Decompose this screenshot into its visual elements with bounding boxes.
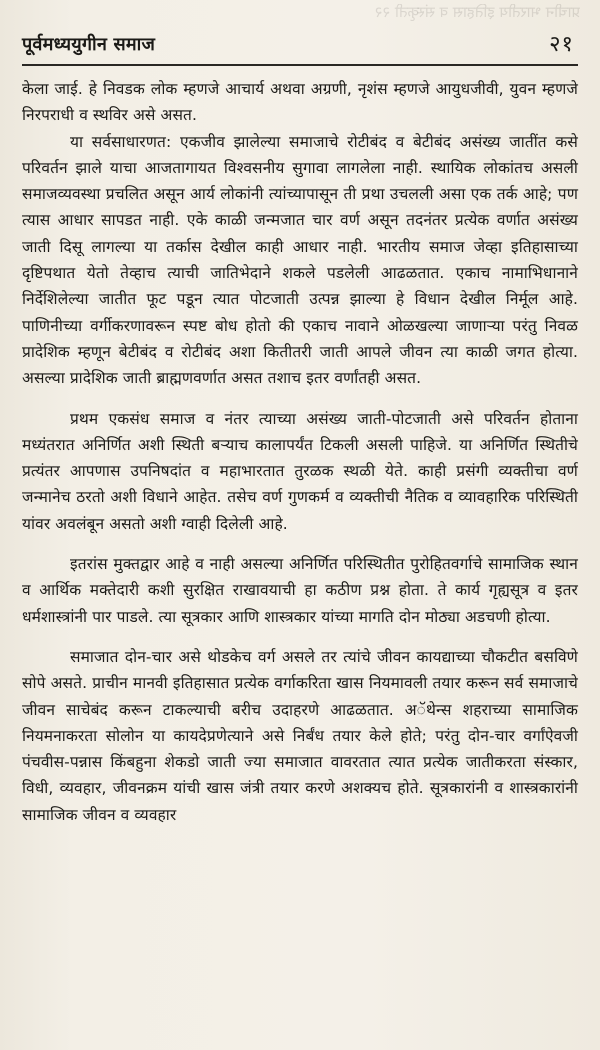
paragraph: समाजात दोन-चार असे थोडकेच वर्ग असले तर त्यांचे जीवन कायद्याच्या चौकटीत बसविणे सोपे असते. प्राचीन मानवी इतिहासात प्रत्येक वर्गाकरिता खास नियमावली तयार करून सर्व समाजाचे जीवन साचेबंद करून टाकल्याची बरीच उदाहरणे आढळतात. अॅथेन्स शहराच्या सामाजिक नियमनाकरता सोलोन या कायदेप्रणेत्याने असे निर्बंध तयार केले होते; परंतु दोन-चार वर्गांऐवजी पंचवीस-पन्नास किंबहुना शेकडो जाती ज्या समाजात वावरतात त्यात प्रत्येक जातीकरता संस्कार, विधी, व्यवहार, जीवनक्रम यांची खास जंत्री तयार करणे अशक्यच होते. सूत्रकारांनी व शास्त्रकारांनी सामाजिक जीवन व व्यवहार (22, 647, 578, 824)
running-title: पूर्वमध्ययुगीन समाज (22, 34, 156, 55)
bleed-through-text: प्राचीन भारतीय इतिहास व संस्कृती २२ (374, 4, 580, 21)
paragraph: इतरांस मुक्तद्वार आहे व नाही असल्या अनिर्णित परिस्थितीत पुरोहितवर्गाचे सामाजिक स्थान व आर्थिक मक्तेदारी कशी सुरक्षित राखावयाची हा कठीण प्रश्न होता. ते कार्य गृह्यसूत्र व इतर धर्मशास्त्रांनी पार पाडले. त्या सूत्रकार आणि शास्त्रकार यांच्या मागति दोन मोठ्या अडचणी होत्या. (22, 555, 578, 626)
page-number: २१ (549, 32, 574, 57)
body-text (22, 76, 578, 828)
paragraph: या सर्वसाधारणत: एकजीव झालेल्या समाजाचे रोटीबंद व बेटीबंद असंख्य जातींत कसे परिवर्तन झाले याचा आजतागायत विश्वसनीय सुगावा लागलेला नाही. स्थायिक लोकांतच असली समाजव्यवस्था प्रचलित असून आर्य लोकांनी त्यांच्यापासून ती प्रथा उचलली असा एक तर्क आहे; पण त्यास आधार सापडत नाही. एके काळी जन्मजात चार वर्ण असून तदनंतर प्रत्येक वर्णात असंख्य जाती दिसू लागल्या या तर्कास देखील काही आधार नाही. भारतीय समाज जेव्हा इतिहासाच्या दृष्टिपथात येतो तेव्हाच त्याची जातिभेदाने शकले पडलेली आढळतात. एकाच नामाभिधानाने निर्देशिलेल्या जातीत फूट पडून त्यात पोटजाती उत्पन्न झाल्या हे विधान देखील निर्मूल आहे. पाणिनीच्या वर्गीकरणावरून स्पष्ट बोध होतो की एकाच नावाने ओळखल्या जाणाऱ्या परंतु निवळ प्रादेशिक म्हणून बेटीबंद व रोटीबंद अशा कितीतरी जाती आपले जीवन त्या काळी जगत होत्या. असल्या प्रादेशिक जाती ब्राह्मणवर्णात असत तशाच इतर वर्णांतही असत. (22, 132, 578, 388)
page-header (22, 30, 578, 66)
paragraph: प्रथम एकसंध समाज व नंतर त्याच्या असंख्य जाती-पोटजाती असे परिवर्तन होताना मध्यंतरात अनिर्णित अशी स्थिती बऱ्याच कालापर्यंत टिकली असली पाहिजे. या अनिर्णित स्थितीचे प्रत्यंतर आपणास उपनिषदांत व महाभारतात तुरळक स्थळी येते. काही प्रसंगी व्यक्तीचा वर्ण जन्मानेच ठरतो अशी विधाने आहेत. तसेच वर्ण गुणकर्म व व्यक्तीची नैतिक व व्यावहारिक परिस्थिती यांवर अवलंबून असतो अशी ग्वाही दिलेली आहे. (22, 409, 578, 533)
paragraph: केला जाई. हे निवडक लोक म्हणजे आचार्य अथवा अग्रणी, नृशंस म्हणजे आयुधजीवी, युवन म्हणजे निरपराधी व स्थविर असे असत. (22, 80, 578, 125)
